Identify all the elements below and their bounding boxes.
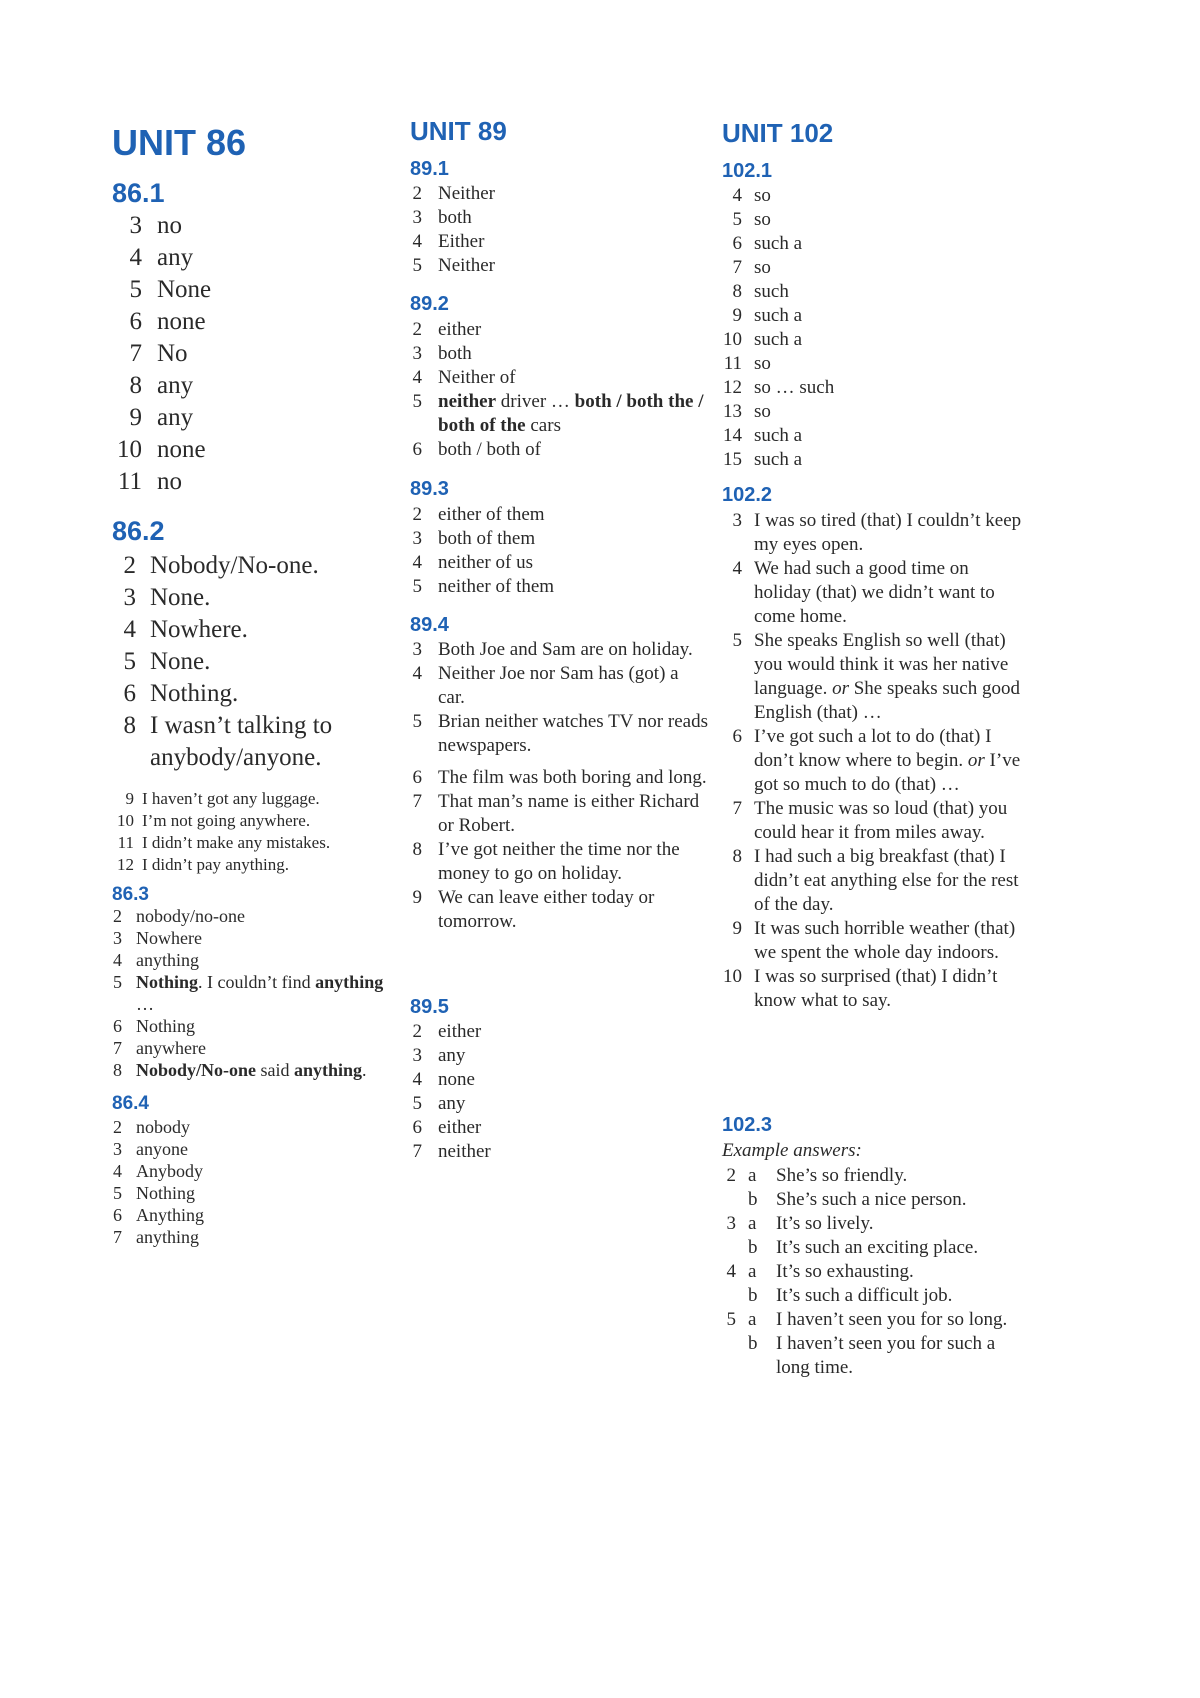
section-86-4-list: [112, 1116, 204, 1248]
list-item: 3 both of them: [412, 528, 536, 549]
list-item: 2 either: [412, 319, 482, 340]
list-item: 9 It was such horrible weather (that) we spent the whole day indoors.: [732, 918, 1016, 963]
section-89-3-title: 89.3: [410, 478, 449, 500]
list-item: 9 such a: [732, 305, 803, 326]
list-item: 4 Neither of: [412, 367, 516, 388]
list-item: 6 I’ve got such a lot to do (that) I don’t know where to begin. or I’ve got so much to do (that) …: [732, 726, 1021, 795]
list-item: 3 None.: [123, 584, 211, 611]
section-102-3-list: [722, 1164, 1022, 1380]
list-item: 8 any: [129, 372, 194, 399]
list-item: 7 The music was so loud (that) you could hear it from miles away.: [732, 798, 1008, 843]
list-item: 4 Anybody: [113, 1161, 203, 1181]
list-item: 14 such a: [723, 425, 803, 446]
section-86-2-title: 86.2: [112, 516, 165, 546]
section-102-3-title: 102.3: [722, 1114, 773, 1136]
section-89-4-list: [410, 638, 710, 934]
list-item: 5 Nothing. I couldn’t find anything …: [113, 972, 384, 1014]
list-item: 9 any: [129, 404, 194, 431]
section-102-1-list: [722, 184, 834, 472]
section-89-1-list: [410, 182, 495, 278]
list-item: 6 both / both of: [412, 439, 541, 460]
list-item: 4 Neither Joe nor Sam has (got) a car.: [412, 663, 679, 708]
list-item: 6 none: [129, 308, 206, 335]
list-item: b She’s such a nice person.: [748, 1189, 967, 1210]
list-item: 11 I didn’t make any mistakes.: [117, 833, 331, 852]
list-item: 3 both: [412, 207, 472, 228]
section-89-1-title: 89.1: [410, 158, 449, 180]
list-item: 3 Both Joe and Sam are on holiday.: [412, 639, 693, 660]
list-item: 2 nobody: [113, 1117, 190, 1137]
list-item: b It’s such an exciting place.: [748, 1237, 979, 1258]
list-item: 6 The film was both boring and long.: [412, 767, 707, 788]
section-102-2-list: [722, 509, 1022, 1013]
list-item: 5 Brian neither watches TV nor reads newspapers.: [412, 711, 708, 756]
list-item: 7 No: [129, 340, 188, 367]
list-item: 15 such a: [723, 449, 803, 470]
list-item: 6 Anything: [113, 1205, 205, 1225]
section-86-2-list-large: [112, 550, 400, 774]
section-89-5-title: 89.5: [410, 996, 449, 1018]
list-item: 6 Nothing.: [123, 680, 239, 707]
list-item: 5 None: [129, 276, 212, 303]
section-86-1-title: 86.1: [112, 178, 165, 208]
list-item: 8 I’ve got neither the time nor the money to go on holiday.: [412, 839, 680, 884]
example-answers-label: Example answers:: [722, 1140, 862, 1161]
list-item: 3 a It’s so lively.: [726, 1213, 874, 1234]
list-item: 3 Nowhere: [113, 928, 202, 948]
list-item: 7 anywhere: [113, 1038, 206, 1058]
list-item: 5 None.: [123, 648, 211, 675]
list-item: 12 I didn’t pay anything.: [117, 855, 289, 874]
list-item: 5 Nothing: [113, 1183, 196, 1203]
list-item: 8 I wasn’t talking to anybody/anyone.: [123, 712, 333, 771]
unit-89-title: UNIT 89: [410, 116, 507, 146]
list-item: 9 I haven’t got any luggage.: [125, 789, 320, 808]
list-item: 13 so: [723, 401, 771, 422]
section-102-2-title: 102.2: [722, 484, 773, 506]
list-item: 4 Either: [412, 231, 485, 252]
list-item: 7 anything: [113, 1227, 199, 1247]
list-item: 5 neither driver … both / both the / both of the cars: [412, 391, 704, 436]
list-item: 6 Nothing: [113, 1016, 196, 1036]
list-item: 7 That man’s name is either Richard or Robert.: [412, 791, 700, 836]
list-item: 4 Nowhere.: [123, 616, 248, 643]
section-89-5-list: [410, 1020, 491, 1164]
section-102-1-title: 102.1: [722, 160, 773, 182]
list-item: 3 no: [129, 212, 182, 239]
list-item: 10 none: [117, 436, 206, 463]
list-item: 4 so: [732, 185, 771, 206]
section-86-3-title: 86.3: [112, 884, 149, 905]
section-86-1-list: [112, 210, 211, 498]
list-item: 10 such a: [723, 329, 803, 350]
list-item: 5 neither of them: [412, 576, 555, 597]
section-89-2-title: 89.2: [410, 293, 449, 315]
list-item: 5 a I haven’t seen you for so long.: [726, 1309, 1008, 1330]
unit-102-title: UNIT 102: [722, 118, 834, 148]
list-item: 10 I’m not going anywhere.: [117, 811, 311, 830]
list-item: 7 neither: [412, 1141, 491, 1162]
list-item: 5 so: [732, 209, 771, 230]
unit-86-title: UNIT 86: [112, 122, 247, 163]
list-item: 10 I was so surprised (that) I didn’t know what to say.: [723, 966, 998, 1011]
list-item: 5 any: [412, 1093, 466, 1114]
list-item: 8 such: [732, 281, 789, 302]
list-item: 2 either: [412, 1021, 482, 1042]
list-item: b It’s such a difficult job.: [748, 1285, 953, 1306]
list-item: 4 We had such a good time on holiday (that) we didn’t want to come home.: [732, 558, 995, 627]
section-89-2-list: [410, 318, 710, 462]
list-item: 3 I was so tired (that) I couldn’t keep my eyes open.: [732, 510, 1022, 555]
list-item: 5 Neither: [412, 255, 495, 276]
list-item: 4 neither of us: [412, 552, 533, 573]
list-item: 6 such a: [732, 233, 803, 254]
section-89-4-title: 89.4: [410, 614, 449, 636]
list-item: 2 either of them: [412, 504, 545, 525]
list-item: 11 so: [723, 353, 771, 374]
list-item: 2 a She’s so friendly.: [726, 1165, 908, 1186]
list-item: 3 any: [412, 1045, 466, 1066]
section-86-3-list: [112, 905, 400, 1081]
list-item: 2 nobody/no-one: [113, 906, 245, 926]
list-item: 11 no: [117, 468, 182, 495]
list-item: 4 any: [129, 244, 194, 271]
list-item: 8 I had such a big breakfast (that) I didn’t eat anything else for the rest of the day.: [732, 846, 1019, 915]
list-item: 7 so: [732, 257, 771, 278]
list-item: 3 anyone: [113, 1139, 188, 1159]
list-item: 6 either: [412, 1117, 482, 1138]
list-item: b I haven’t seen you for such a long time.: [748, 1333, 996, 1378]
list-item: 5 She speaks English so well (that) you would think it was her native language. or She speaks such good English (that) …: [732, 630, 1020, 723]
section-86-4-title: 86.4: [112, 1093, 149, 1114]
list-item: 12 so … such: [723, 377, 835, 398]
list-item: 2 Neither: [412, 183, 495, 204]
list-item: 2 Nobody/No-one.: [123, 552, 319, 579]
section-89-3-list: [410, 503, 554, 599]
list-item: 4 a It’s so exhausting.: [726, 1261, 914, 1282]
section-86-2-list-small: [112, 788, 330, 876]
list-item: 3 both: [412, 343, 472, 364]
list-item: 4 none: [412, 1069, 475, 1090]
list-item: 9 We can leave either today or tomorrow.: [412, 887, 655, 932]
list-item: 4 anything: [113, 950, 199, 970]
list-item: 8 Nobody/No-one said anything.: [113, 1060, 367, 1080]
